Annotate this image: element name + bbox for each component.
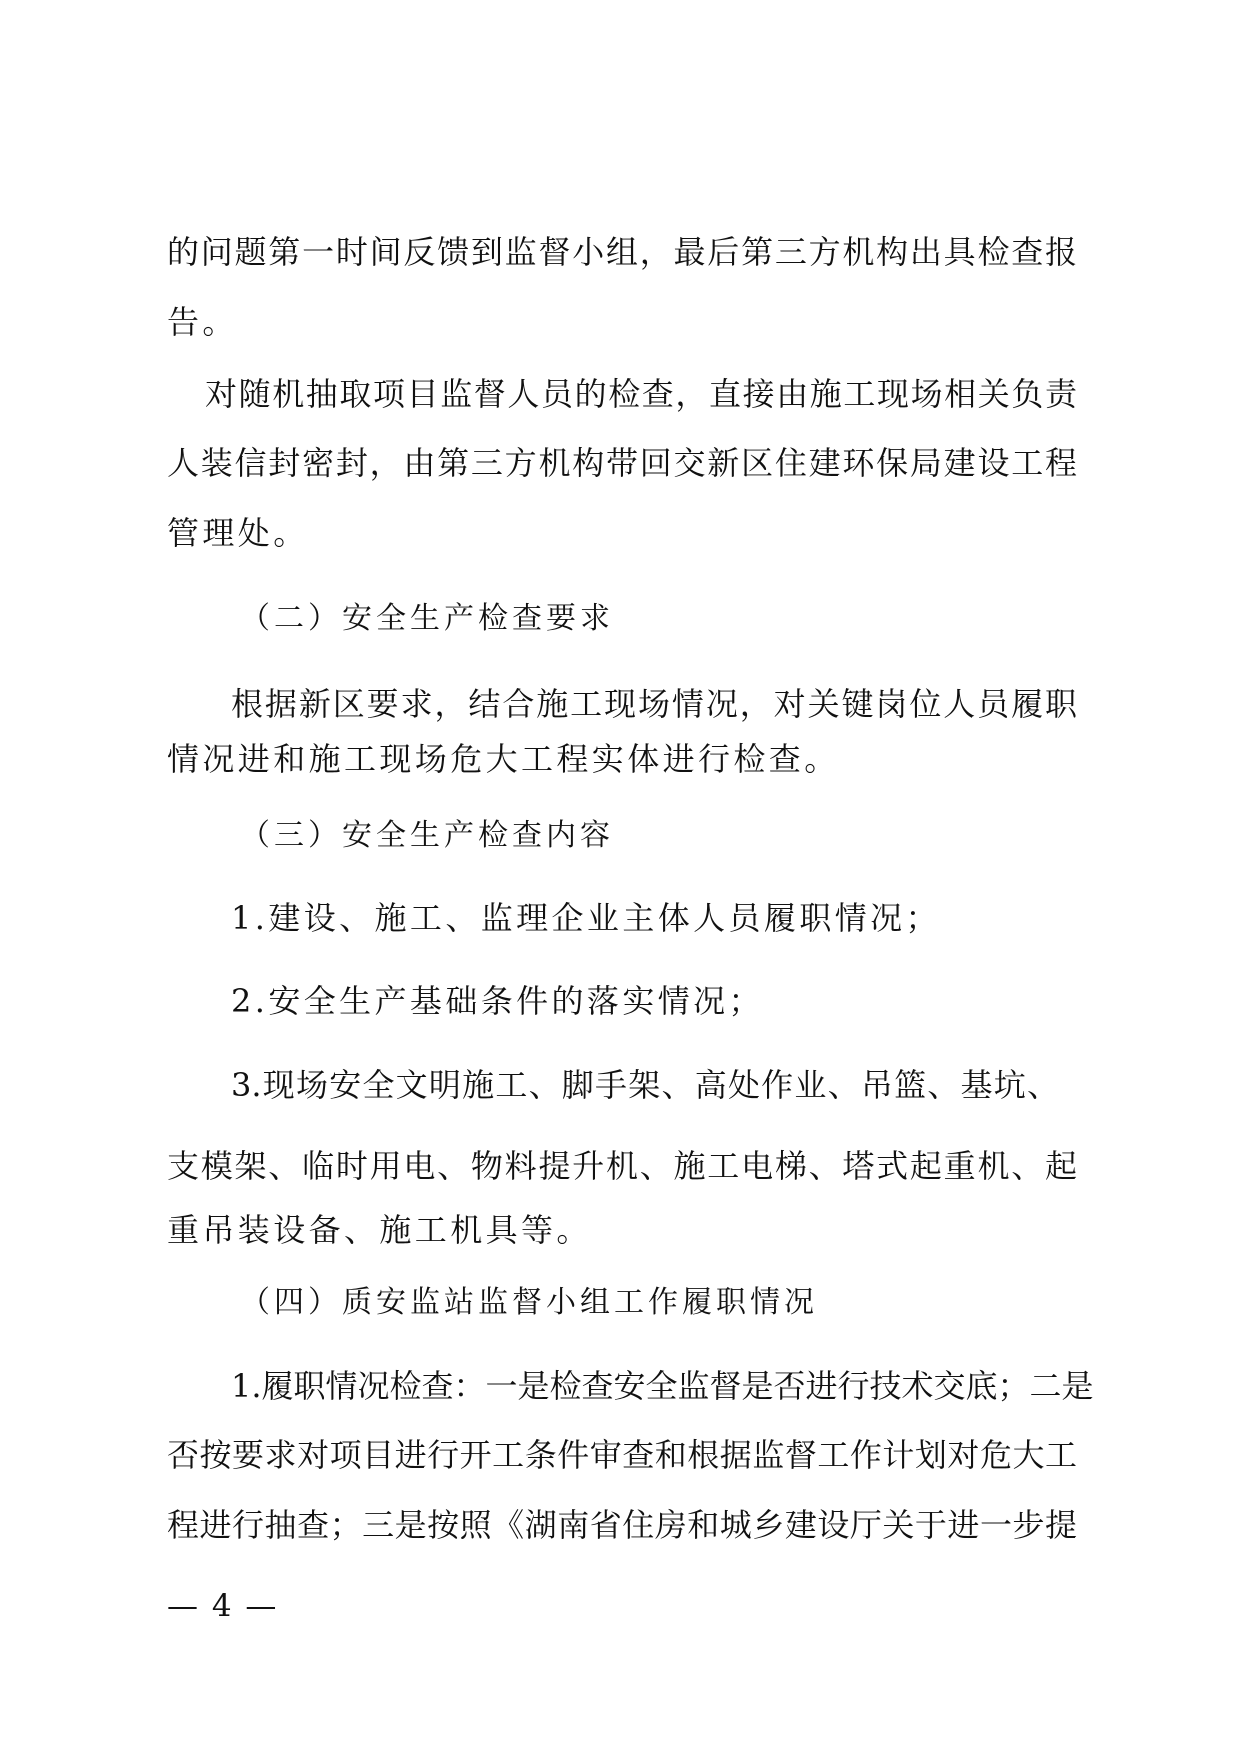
list-item: 重吊装设备、施工机具等。 bbox=[167, 1211, 592, 1249]
paragraph-line: 管理处。 bbox=[167, 514, 309, 552]
list-item: 3.现场安全文明施工、脚手架、高处作业、吊篮、基坑、 bbox=[231, 1066, 1059, 1104]
page-number: — 4 — bbox=[167, 1588, 279, 1624]
list-item: 2.安全生产基础条件的落实情况； bbox=[231, 982, 764, 1020]
paragraph-line: 1.履职情况检查：一是检查安全监督是否进行技术交底；二是 bbox=[231, 1367, 1094, 1405]
section-heading: （二）安全生产检查要求 bbox=[240, 601, 614, 636]
paragraph-line: 人装信封密封，由第三方机构带回交新区住建环保局建设工程 bbox=[167, 444, 1077, 482]
paragraph-line: 否按要求对项目进行开工条件审查和根据监督工作计划对危大工 bbox=[167, 1436, 1077, 1474]
paragraph-line: 程进行抽查；三是按照《湖南省住房和城乡建设厅关于进一步提 bbox=[167, 1506, 1077, 1544]
section-heading: （三）安全生产检查内容 bbox=[240, 818, 614, 853]
paragraph-line: 的问题第一时间反馈到监督小组，最后第三方机构出具检查报 bbox=[167, 233, 1077, 271]
paragraph-line: 情况进和施工现场危大工程实体进行检查。 bbox=[167, 740, 840, 778]
list-item: 1.建设、施工、监理企业主体人员履职情况； bbox=[231, 899, 941, 937]
paragraph-line: 告。 bbox=[167, 303, 238, 341]
section-heading: （四）质安监站监督小组工作履职情况 bbox=[240, 1285, 818, 1320]
paragraph-line: 根据新区要求，结合施工现场情况，对关键岗位人员履职 bbox=[231, 685, 1077, 723]
paragraph-line: 对随机抽取项目监督人员的检查，直接由施工现场相关负责 bbox=[205, 375, 1077, 413]
list-item: 支模架、临时用电、物料提升机、施工电梯、塔式起重机、起 bbox=[167, 1147, 1077, 1185]
